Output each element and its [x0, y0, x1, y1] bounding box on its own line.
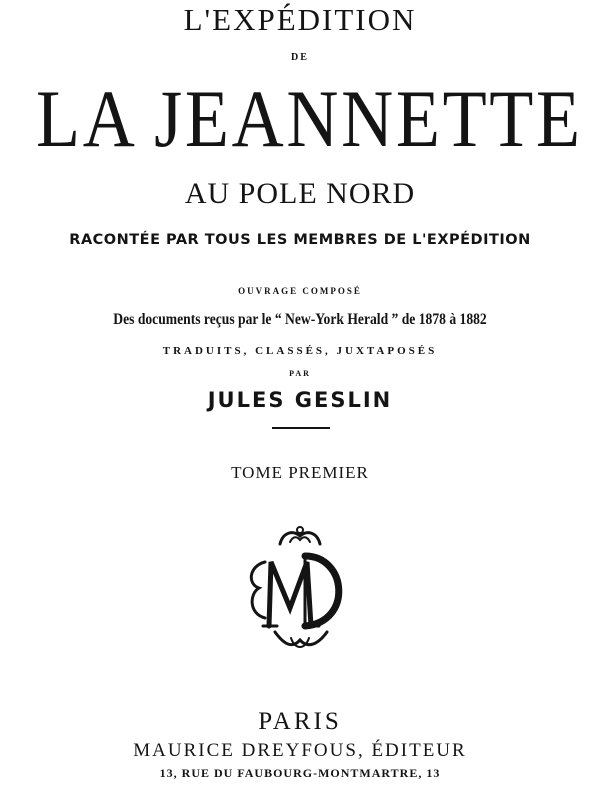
divider-rule	[272, 427, 330, 429]
publisher-monogram-icon	[235, 522, 365, 652]
author-name: JULES GESLIN	[207, 388, 393, 412]
imprint-city: PARIS	[258, 708, 342, 735]
main-title: LA JEANNETTE	[36, 73, 583, 164]
documents-line: Des documents reçus par le “ New-York Herald ” de 1878 à 1882	[113, 311, 487, 328]
volume-label: TOME PREMIER	[231, 463, 369, 482]
par-line: PAR	[289, 369, 311, 378]
subtitle: AU POLE NORD	[184, 177, 416, 210]
title-line-expedition: L'EXPÉDITION	[183, 2, 417, 37]
traduits-line: TRADUITS, CLASSÉS, JUXTAPOSÉS	[162, 345, 438, 357]
tagline: RACONTÉE PAR TOUS LES MEMBRES DE L'EXPÉDITION	[69, 232, 531, 248]
imprint-address: 13, RUE DU FAUBOURG-MONTMARTRE, 13	[159, 766, 441, 780]
ouvrage-line: OUVRAGE COMPOSÉ	[238, 286, 362, 296]
imprint-publisher: MAURICE DREYFOUS, ÉDITEUR	[133, 740, 467, 761]
title-line-de: DE	[291, 52, 309, 63]
